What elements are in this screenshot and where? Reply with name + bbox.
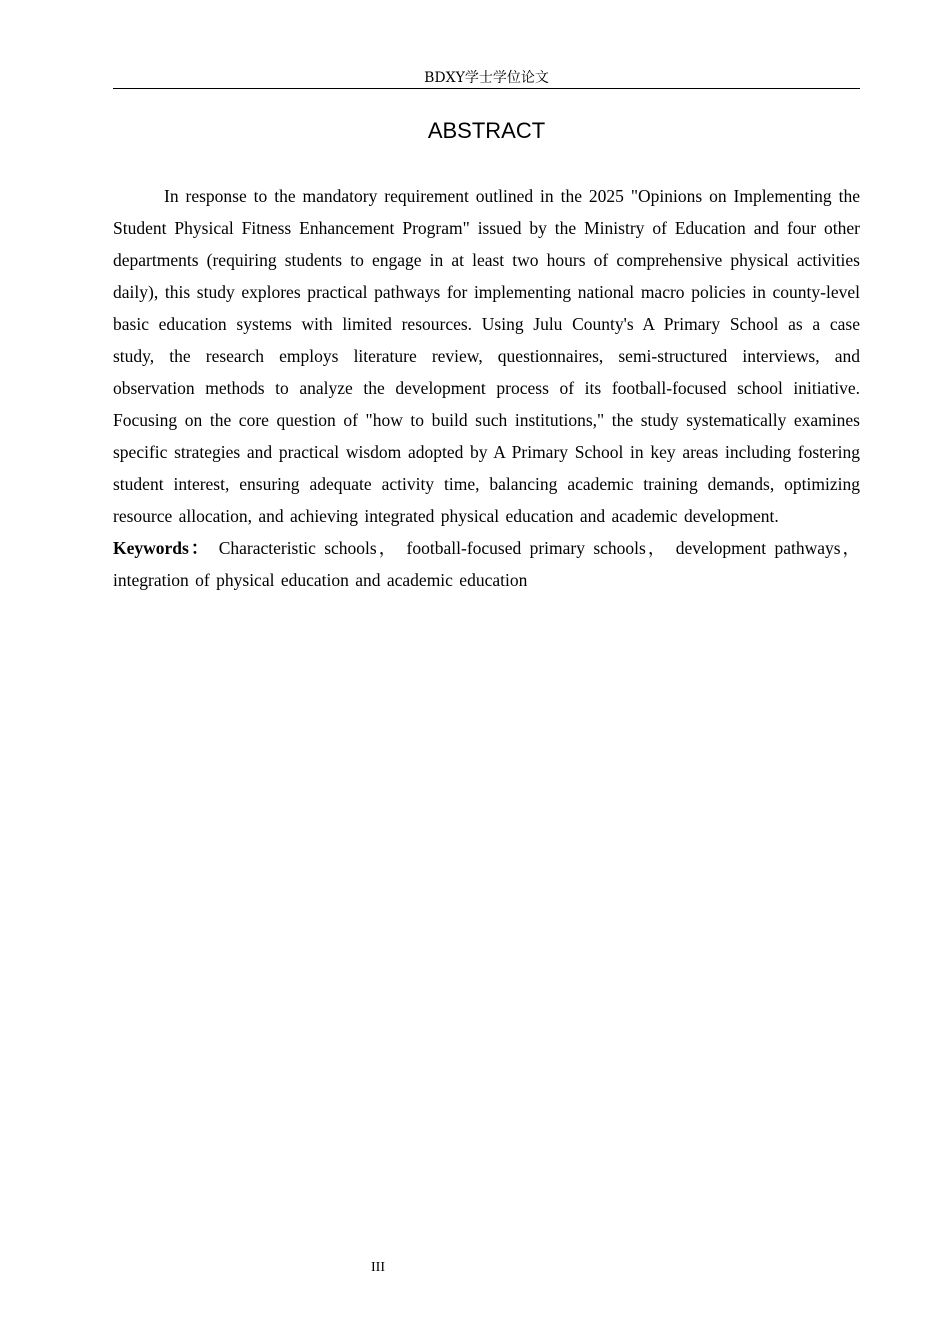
keywords-text: Characteristic schools， football-focused primary schools， development pathways，integration of physical education and academic education [113,538,861,590]
abstract-body [113,180,860,596]
keywords-paragraph [113,532,860,596]
header-text: BDXY学士学位论文 [424,70,549,86]
page-number: III [371,1260,385,1275]
abstract-title: ABSTRACT [427,118,546,143]
abstract-paragraph: In response to the mandatory requirement outlined in the 2025 "Opinions on Implementing the Student Physical Fitness Enhancement Program" issued by the Ministry of Education and four other departments (requiring students to engage in at least two hours of comprehensive physical activities daily), this study explores practical pathways for implementing national macro policies in county-level basic education systems with limited resources. Using Julu County's A Primary School as a case study, the research employs literature review, questionnaires, semi-structured interviews, and observation methods to analyze the development process of its football-focused school initiative. Focusing on the core question of "how to build such institutions," the study systematically examines specific strategies and practical wisdom adopted by A Primary School in key areas including fostering student interest, ensuring adequate activity time, balancing academic training demands, optimizing resource allocation, and achieving integrated physical education and academic development. [113,186,860,526]
page-header [113,68,860,89]
keywords-label: Keywords： [113,538,211,558]
